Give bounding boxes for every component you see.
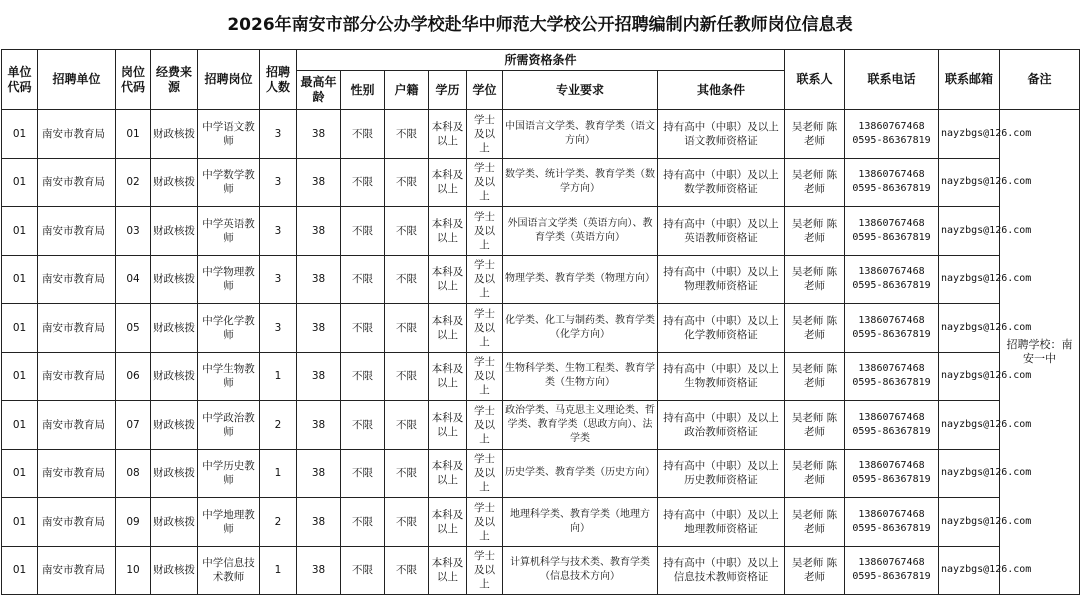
funding-cell: 财政核拨 [151,401,198,450]
post-code-cell: 09 [116,498,151,547]
major-cell: 生物科学类、生物工程类、教育学类（生物方向） [503,352,658,401]
table-row [2,401,1080,450]
education-cell: 本科及以上 [429,207,467,256]
count-cell: 3 [260,158,297,207]
count-cell: 3 [260,255,297,304]
post-cell: 中学信息技术教师 [198,546,260,595]
post-cell: 中学生物教师 [198,352,260,401]
contact-cell: 吴老师 陈老师 [785,110,845,159]
education-cell: 本科及以上 [429,352,467,401]
phone-cell: 13860767468 0595-86367819 [845,352,939,401]
major-cell: 外国语言文学类（英语方向）、教育学类（英语方向） [503,207,658,256]
email-cell: nayzbgs@126.com [939,449,1000,498]
phone-cell: 13860767468 0595-86367819 [845,207,939,256]
phone-cell: 13860767468 0595-86367819 [845,498,939,547]
max-age-cell: 38 [297,449,341,498]
header-qualifications: 所需资格条件 [297,50,785,71]
post-code-cell: 03 [116,207,151,256]
phone-cell: 13860767468 0595-86367819 [845,449,939,498]
header-unit: 招聘单位 [38,50,116,110]
degree-cell: 学士及以上 [467,158,503,207]
post-cell: 中学地理教师 [198,498,260,547]
contact-cell: 吴老师 陈老师 [785,304,845,353]
education-cell: 本科及以上 [429,255,467,304]
post-code-cell: 02 [116,158,151,207]
degree-cell: 学士及以上 [467,546,503,595]
other-cell: 持有高中（中职）及以上物理教师资格证 [658,255,785,304]
hukou-cell: 不限 [385,449,429,498]
gender-cell: 不限 [341,401,385,450]
phone-cell: 13860767468 0595-86367819 [845,255,939,304]
post-code-cell: 10 [116,546,151,595]
email-cell: nayzbgs@126.com [939,158,1000,207]
post-code-cell: 01 [116,110,151,159]
contact-cell: 吴老师 陈老师 [785,207,845,256]
count-cell: 2 [260,498,297,547]
phone-cell: 13860767468 0595-86367819 [845,158,939,207]
count-cell: 1 [260,449,297,498]
max-age-cell: 38 [297,207,341,256]
funding-cell: 财政核拨 [151,449,198,498]
major-cell: 数学类、统计学类、教育学类（数学方向） [503,158,658,207]
unit-cell: 南安市教育局 [38,401,116,450]
degree-cell: 学士及以上 [467,110,503,159]
email-cell: nayzbgs@126.com [939,304,1000,353]
other-cell: 持有高中（中职）及以上语文教师资格证 [658,110,785,159]
unit-code-cell: 01 [2,304,38,353]
email-cell: nayzbgs@126.com [939,498,1000,547]
degree-cell: 学士及以上 [467,498,503,547]
other-cell: 持有高中（中职）及以上政治教师资格证 [658,401,785,450]
header-email: 联系邮箱 [939,50,1000,110]
degree-cell: 学士及以上 [467,255,503,304]
degree-cell: 学士及以上 [467,352,503,401]
count-cell: 3 [260,110,297,159]
unit-code-cell: 01 [2,255,38,304]
major-cell: 物理学类、教育学类（物理方向） [503,255,658,304]
max-age-cell: 38 [297,255,341,304]
major-cell: 政治学类、马克思主义理论类、哲学类、教育学类（思政方向）、法学类 [503,401,658,450]
contact-cell: 吴老师 陈老师 [785,401,845,450]
unit-cell: 南安市教育局 [38,304,116,353]
phone-cell: 13860767468 0595-86367819 [845,304,939,353]
table-row [2,255,1080,304]
post-code-cell: 04 [116,255,151,304]
table-row [2,546,1080,595]
unit-cell: 南安市教育局 [38,449,116,498]
education-cell: 本科及以上 [429,546,467,595]
major-cell: 地理科学类、教育学类（地理方向） [503,498,658,547]
other-cell: 持有高中（中职）及以上生物教师资格证 [658,352,785,401]
table-row [2,498,1080,547]
funding-cell: 财政核拨 [151,207,198,256]
hukou-cell: 不限 [385,158,429,207]
degree-cell: 学士及以上 [467,207,503,256]
email-cell: nayzbgs@126.com [939,207,1000,256]
other-cell: 持有高中（中职）及以上信息技术教师资格证 [658,546,785,595]
unit-cell: 南安市教育局 [38,207,116,256]
table-body [2,110,1080,595]
unit-code-cell: 01 [2,449,38,498]
post-code-cell: 06 [116,352,151,401]
gender-cell: 不限 [341,110,385,159]
count-cell: 3 [260,304,297,353]
gender-cell: 不限 [341,207,385,256]
unit-cell: 南安市教育局 [38,110,116,159]
table-row [2,110,1080,159]
post-cell: 中学化学教师 [198,304,260,353]
post-cell: 中学数学教师 [198,158,260,207]
funding-cell: 财政核拨 [151,498,198,547]
max-age-cell: 38 [297,401,341,450]
header-major: 专业要求 [503,71,658,110]
count-cell: 2 [260,401,297,450]
hukou-cell: 不限 [385,255,429,304]
contact-cell: 吴老师 陈老师 [785,158,845,207]
header-note: 备注 [1000,50,1080,110]
education-cell: 本科及以上 [429,401,467,450]
funding-cell: 财政核拨 [151,158,198,207]
table-row [2,352,1080,401]
education-cell: 本科及以上 [429,449,467,498]
post-cell: 中学语文教师 [198,110,260,159]
header-post-code: 岗位代码 [116,50,151,110]
hukou-cell: 不限 [385,498,429,547]
unit-code-cell: 01 [2,158,38,207]
max-age-cell: 38 [297,546,341,595]
major-cell: 化学类、化工与制药类、教育学类（化学方向） [503,304,658,353]
hukou-cell: 不限 [385,352,429,401]
table-row [2,207,1080,256]
gender-cell: 不限 [341,255,385,304]
header-education: 学历 [429,71,467,110]
contact-cell: 吴老师 陈老师 [785,546,845,595]
count-cell: 3 [260,207,297,256]
education-cell: 本科及以上 [429,110,467,159]
phone-cell: 13860767468 0595-86367819 [845,110,939,159]
gender-cell: 不限 [341,449,385,498]
major-cell: 中国语言文学类、教育学类（语文方向） [503,110,658,159]
email-cell: nayzbgs@126.com [939,352,1000,401]
max-age-cell: 38 [297,352,341,401]
header-degree: 学位 [467,71,503,110]
header-gender: 性别 [341,71,385,110]
header-count: 招聘人数 [260,50,297,110]
positions-table [1,49,1080,595]
table-row [2,304,1080,353]
contact-cell: 吴老师 陈老师 [785,498,845,547]
count-cell: 1 [260,352,297,401]
page-title: 2026年南安市部分公办学校赴华中师范大学校公开招聘编制内新任教师岗位信息表 [227,15,853,35]
unit-code-cell: 01 [2,352,38,401]
header-hukou: 户籍 [385,71,429,110]
max-age-cell: 38 [297,110,341,159]
email-cell: nayzbgs@126.com [939,255,1000,304]
note-cell: 招聘学校：南安一中 [1000,110,1080,595]
funding-cell: 财政核拨 [151,255,198,304]
post-cell: 中学历史教师 [198,449,260,498]
other-cell: 持有高中（中职）及以上化学教师资格证 [658,304,785,353]
hukou-cell: 不限 [385,546,429,595]
education-cell: 本科及以上 [429,158,467,207]
major-cell: 历史学类、教育学类（历史方向） [503,449,658,498]
email-cell: nayzbgs@126.com [939,546,1000,595]
header-other: 其他条件 [658,71,785,110]
unit-code-cell: 01 [2,110,38,159]
unit-code-cell: 01 [2,401,38,450]
phone-cell: 13860767468 0595-86367819 [845,546,939,595]
unit-cell: 南安市教育局 [38,255,116,304]
education-cell: 本科及以上 [429,304,467,353]
degree-cell: 学士及以上 [467,449,503,498]
post-cell: 中学英语教师 [198,207,260,256]
unit-cell: 南安市教育局 [38,158,116,207]
gender-cell: 不限 [341,304,385,353]
unit-code-cell: 01 [2,207,38,256]
funding-cell: 财政核拨 [151,546,198,595]
hukou-cell: 不限 [385,304,429,353]
contact-cell: 吴老师 陈老师 [785,449,845,498]
unit-code-cell: 01 [2,546,38,595]
header-post: 招聘岗位 [198,50,260,110]
gender-cell: 不限 [341,352,385,401]
hukou-cell: 不限 [385,401,429,450]
post-code-cell: 08 [116,449,151,498]
header-max-age: 最高年龄 [297,71,341,110]
gender-cell: 不限 [341,546,385,595]
education-cell: 本科及以上 [429,498,467,547]
hukou-cell: 不限 [385,110,429,159]
unit-code-cell: 01 [2,498,38,547]
funding-cell: 财政核拨 [151,352,198,401]
email-cell: nayzbgs@126.com [939,110,1000,159]
post-code-cell: 05 [116,304,151,353]
funding-cell: 财政核拨 [151,110,198,159]
header-phone: 联系电话 [845,50,939,110]
other-cell: 持有高中（中职）及以上地理教师资格证 [658,498,785,547]
unit-cell: 南安市教育局 [38,546,116,595]
major-cell: 计算机科学与技术类、教育学类（信息技术方向） [503,546,658,595]
other-cell: 持有高中（中职）及以上历史教师资格证 [658,449,785,498]
post-cell: 中学政治教师 [198,401,260,450]
unit-cell: 南安市教育局 [38,498,116,547]
hukou-cell: 不限 [385,207,429,256]
header-unit-code: 单位代码 [2,50,38,110]
max-age-cell: 38 [297,304,341,353]
contact-cell: 吴老师 陈老师 [785,255,845,304]
post-cell: 中学物理教师 [198,255,260,304]
gender-cell: 不限 [341,498,385,547]
funding-cell: 财政核拨 [151,304,198,353]
gender-cell: 不限 [341,158,385,207]
contact-cell: 吴老师 陈老师 [785,352,845,401]
degree-cell: 学士及以上 [467,401,503,450]
phone-cell: 13860767468 0595-86367819 [845,401,939,450]
count-cell: 1 [260,546,297,595]
post-code-cell: 07 [116,401,151,450]
max-age-cell: 38 [297,158,341,207]
email-cell: nayzbgs@126.com [939,401,1000,450]
header-contact: 联系人 [785,50,845,110]
other-cell: 持有高中（中职）及以上英语教师资格证 [658,207,785,256]
table-row [2,158,1080,207]
degree-cell: 学士及以上 [467,304,503,353]
table-row [2,449,1080,498]
other-cell: 持有高中（中职）及以上数学教师资格证 [658,158,785,207]
header-funding: 经费来源 [151,50,198,110]
max-age-cell: 38 [297,498,341,547]
unit-cell: 南安市教育局 [38,352,116,401]
